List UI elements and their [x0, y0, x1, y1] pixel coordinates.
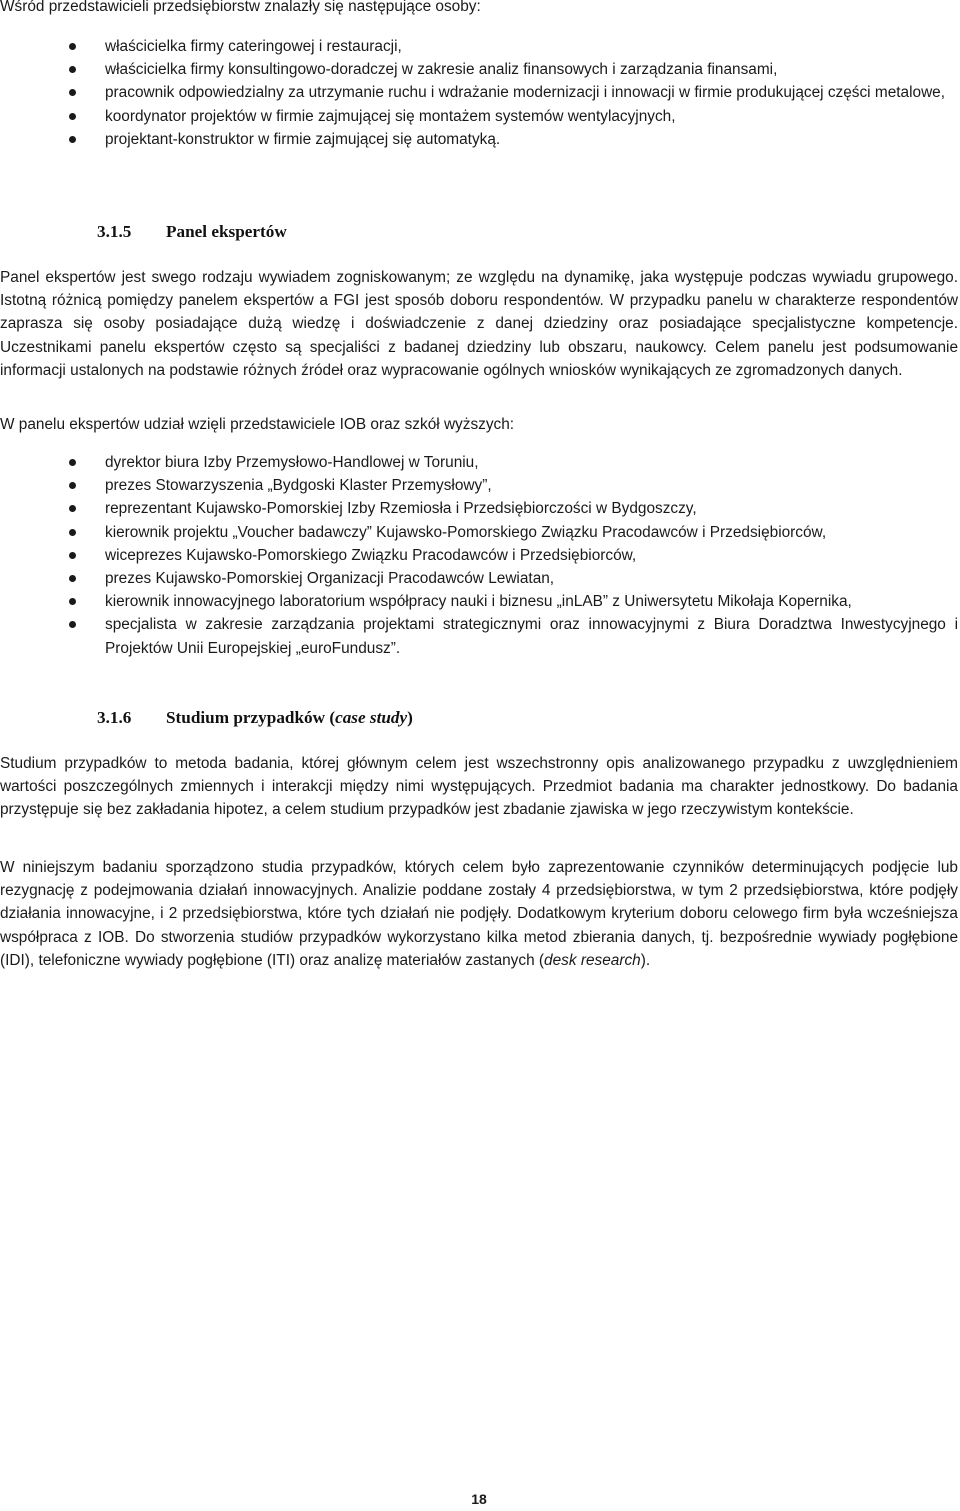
bullet-icon [69, 598, 76, 605]
list-item: specjalista w zakresie zarządzania projektami strategicznymi oraz innowacyjnymi z Biura Doradztwa Inwestycyjnego i Projektów Unii Europejskiej „euroFundusz”. [0, 613, 958, 659]
list-item: reprezentant Kujawsko-Pomorskiej Izby Rzemiosła i Przedsiębiorczości w Bydgoszczy, [0, 497, 958, 520]
list-item: dyrektor biura Izby Przemysłowo-Handlowej w Toruniu, [0, 451, 958, 474]
section-number: 3.1.6 [97, 708, 132, 727]
list-item: właścicielka firmy cateringowej i restauracji, [0, 35, 958, 58]
bullet-icon [69, 66, 76, 73]
case-study-paragraph: Studium przypadków to metoda badania, której głównym celem jest wszechstronny opis analizowanego przypadku z uwzględnieniem wartości poszczególnych zmiennych i interakcji między nimi występujących. Przedmiot badania ma charakter jednostkowy. Do badania przystępuje się bez zakładania hipotez, a celem studium przypadków jest zbadanie zjawiska w jego rzeczywistym kontekście. [0, 755, 958, 819]
list-item: kierownik innowacyjnego laboratorium współpracy nauki i biznesu „inLAB” z Uniwersytetu Mikołaja Kopernika, [0, 590, 958, 613]
list-item: kierownik projektu „Voucher badawczy” Kujawsko-Pomorskiego Związku Pracodawców i Przedsiębiorców, [0, 521, 958, 544]
bullet-icon [69, 575, 76, 582]
list-item: prezes Kujawsko-Pomorskiej Organizacji Pracodawców Lewiatan, [0, 567, 958, 590]
bullet-icon [69, 552, 76, 559]
list-item: projektant-konstruktor w firmie zajmującej się automatyką. [0, 128, 958, 151]
list-item: prezes Stowarzyszenia „Bydgoski Klaster Przemysłowy”, [0, 474, 958, 497]
bullet-icon [69, 505, 76, 512]
section-heading-case-study [97, 706, 413, 729]
list-item: koordynator projektów w firmie zajmującej się montażem systemów wentylacyjnych, [0, 105, 958, 128]
intro-text: Wśród przedstawicieli przedsiębiorstw znalazły się następujące osoby: [0, 0, 481, 15]
bullet-icon [69, 43, 76, 50]
bullet-icon [69, 89, 76, 96]
bullet-icon [69, 459, 76, 466]
list-item: właścicielka firmy konsultingowo-doradczej w zakresie analiz finansowych i zarządzania finansami, [0, 58, 958, 81]
expert-panel-intro-paragraph: W panelu ekspertów udział wzięli przedstawiciele IOB oraz szkół wyższych: [0, 416, 515, 433]
bullet-icon [69, 136, 76, 143]
section-title: Studium przypadków (case study) [166, 708, 413, 727]
list-item: wiceprezes Kujawsko-Pomorskiego Związku Pracodawców i Przedsiębiorców, [0, 544, 958, 567]
bullet-icon [69, 113, 76, 120]
bullet-icon [69, 621, 76, 628]
bullet-icon [69, 529, 76, 536]
experts-list [0, 451, 958, 660]
representatives-list [0, 35, 958, 151]
bullet-icon [69, 482, 76, 489]
case-study-method-paragraph: W niniejszym badaniu sporządzono studia przypadków, których celem było zaprezentowanie czynników determinujących podjęcie lub rezygnację z podejmowania działań innowacyjnych. Analizie poddane zostały 4 przedsiębiorstwa, w tym 2 przedsiębiorstwa, które podjęły działania innowacyjne, i 2 przedsiębiorstwa, które tych działań nie podjęły. Dodatkowym kryterium doboru celowego firm była wcześniejsza współpraca z IOB. Do stworzenia studiów przypadków wykorzystano kilka metod zbierania danych, tj. bezpośrednie wywiady pogłębione (IDI), telefoniczne wywiady pogłębione (ITI) oraz analizę materiałów zastanych (desk research). [0, 859, 958, 969]
page-number: 18 [471, 1491, 487, 1507]
list-item: pracownik odpowiedzialny za utrzymanie ruchu i wdrażanie modernizacji i innowacji w firmie produkującej części metalowe, [0, 81, 958, 104]
expert-panel-paragraph: Panel ekspertów jest swego rodzaju wywiadem zogniskowanym; ze względu na dynamikę, jaka występuje podczas wywiadu grupowego. Istotną różnicą pomiędzy panelem ekspertów a FGI jest sposób doboru respondentów. W przypadku panelu w charakterze respondentów zaprasza się osoby posiadające dużą wiedzę i doświadczenie z danej dziedziny oraz posiadające specjalistyczne kompetencje. Uczestnikami panelu ekspertów często są specjaliści z badanej dziedziny lub obszaru, naukowcy. Celem panelu jest podsumowanie informacji ustalonych na podstawie różnych źródeł oraz wypracowanie ogólnych wniosków wynikających ze zgromadzonych danych. [0, 269, 958, 379]
section-heading-expert-panel [97, 220, 287, 243]
section-number: 3.1.5 [97, 222, 132, 241]
section-title: Panel ekspertów [166, 222, 287, 241]
